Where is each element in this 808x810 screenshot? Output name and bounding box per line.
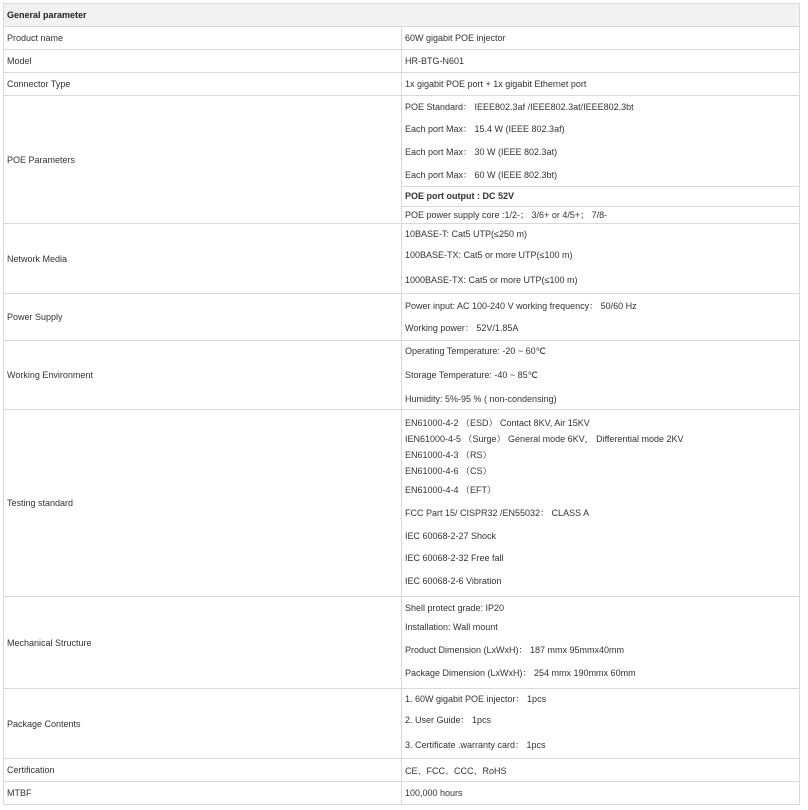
- row-label: Power Supply: [4, 294, 402, 341]
- line: POE power supply core :1/2-； 3/6+ or 4/5+； 7/8-: [402, 206, 799, 223]
- line: EN61000-4-3 （RS）: [405, 449, 492, 460]
- table-row-mtbf: [4, 782, 800, 805]
- row-label: Testing standard: [4, 410, 402, 597]
- row-label: Connector Type: [4, 73, 402, 96]
- line: Power input: AC 100-240 V working frequency： 50/60 Hz: [405, 301, 637, 311]
- row-label: Product name: [4, 27, 402, 50]
- table-row-testing-standard: [4, 410, 800, 597]
- row-label: Mechanical Structure: [4, 597, 402, 689]
- table-row-working-environment: [4, 341, 800, 410]
- row-value: 1x gigabit POE port + 1x gigabit Ethernet port: [402, 73, 800, 96]
- row-label: Model: [4, 50, 402, 73]
- line: Working power： 52V/1.85A: [405, 323, 519, 333]
- line: POE port output : DC 52V: [402, 186, 799, 206]
- row-value: [402, 224, 800, 294]
- line: Humidity: 5%-95 % ( non-condensing): [405, 393, 557, 404]
- line: Storage Temperature: -40 ~ 85℃: [405, 369, 538, 380]
- line: EN61000-4-2 （ESD） Contact 8KV, Air 15KV: [405, 417, 590, 428]
- line: Each port Max： 30 W (IEEE 802.3at): [405, 147, 558, 157]
- line: POE Standard： IEEE802.3af /IEEE802.3at/IEEE802.3bt: [405, 102, 634, 112]
- line: IEC 60068-2-6 Vibration: [405, 575, 502, 586]
- table-row-power-supply: [4, 294, 800, 341]
- line: 1. 60W gigabit POE injector： 1pcs: [405, 693, 547, 704]
- line: Operating Temperature: -20 ~ 60℃: [405, 345, 546, 356]
- spec-table: [3, 3, 800, 805]
- row-value: CE、FCC、CCC、RoHS: [402, 759, 800, 782]
- line: 10BASE-T: Cat5 UTP(≤250 m): [405, 228, 527, 239]
- line: Package Dimension (LxWxH)： 254 mmx 190mmx 60mm: [405, 668, 636, 678]
- line: IEN61000-4-5 （Surge） General mode 6KV， Differential mode 2KV: [405, 433, 684, 444]
- line: IEC 60068-2-27 Shock: [405, 530, 497, 541]
- line: IEC 60068-2-32 Free fall: [405, 552, 504, 563]
- line: 100BASE-TX: Cat5 or more UTP(≤100 m): [405, 249, 573, 260]
- line: EN61000-4-6 （CS）: [405, 465, 492, 476]
- line: EN61000-4-4 （EFT）: [405, 484, 497, 495]
- line: 3. Certificate .warranty card： 1pcs: [405, 739, 546, 750]
- table-row-package-contents: [4, 689, 800, 759]
- table-row-model: [4, 50, 800, 73]
- row-value: [402, 689, 800, 759]
- row-value: [402, 597, 800, 689]
- row-value: 60W gigabit POE injector: [402, 27, 800, 50]
- row-label: Network Media: [4, 224, 402, 294]
- row-label: MTBF: [4, 782, 402, 805]
- line: FCC Part 15/ CISPR32 /EN55032： CLASS A: [405, 507, 590, 518]
- table-header-row: [4, 4, 800, 27]
- row-label: Package Contents: [4, 689, 402, 759]
- table-title: General parameter: [4, 4, 800, 27]
- table-row-product-name: [4, 27, 800, 50]
- line: Product Dimension (LxWxH)： 187 mmx 95mmx40mm: [405, 645, 625, 655]
- line: Shell protect grade: IP20: [405, 603, 505, 613]
- table-row-connector-type: [4, 73, 800, 96]
- row-value: HR-BTG-N601: [402, 50, 800, 73]
- row-value: [402, 294, 800, 341]
- row-value: [402, 341, 800, 410]
- row-value: [402, 410, 800, 597]
- line: 2. User Guide： 1pcs: [405, 714, 492, 725]
- line: Installation: Wall mount: [405, 622, 498, 632]
- row-label: Working Environment: [4, 341, 402, 410]
- row-value: [402, 96, 800, 224]
- table-row-certification: [4, 759, 800, 782]
- line: 1000BASE-TX: Cat5 or more UTP(≤100 m): [405, 274, 578, 285]
- line: Each port Max： 60 W (IEEE 802.3bt): [405, 170, 558, 180]
- row-value: 100,000 hours: [402, 782, 800, 805]
- table-row-mechanical-structure: [4, 597, 800, 689]
- row-label: POE Parameters: [4, 96, 402, 224]
- row-label: Certification: [4, 759, 402, 782]
- table-row-network-media: [4, 224, 800, 294]
- table-row-poe-parameters: [4, 96, 800, 224]
- line: Each port Max： 15.4 W (IEEE 802.3af): [405, 124, 565, 134]
